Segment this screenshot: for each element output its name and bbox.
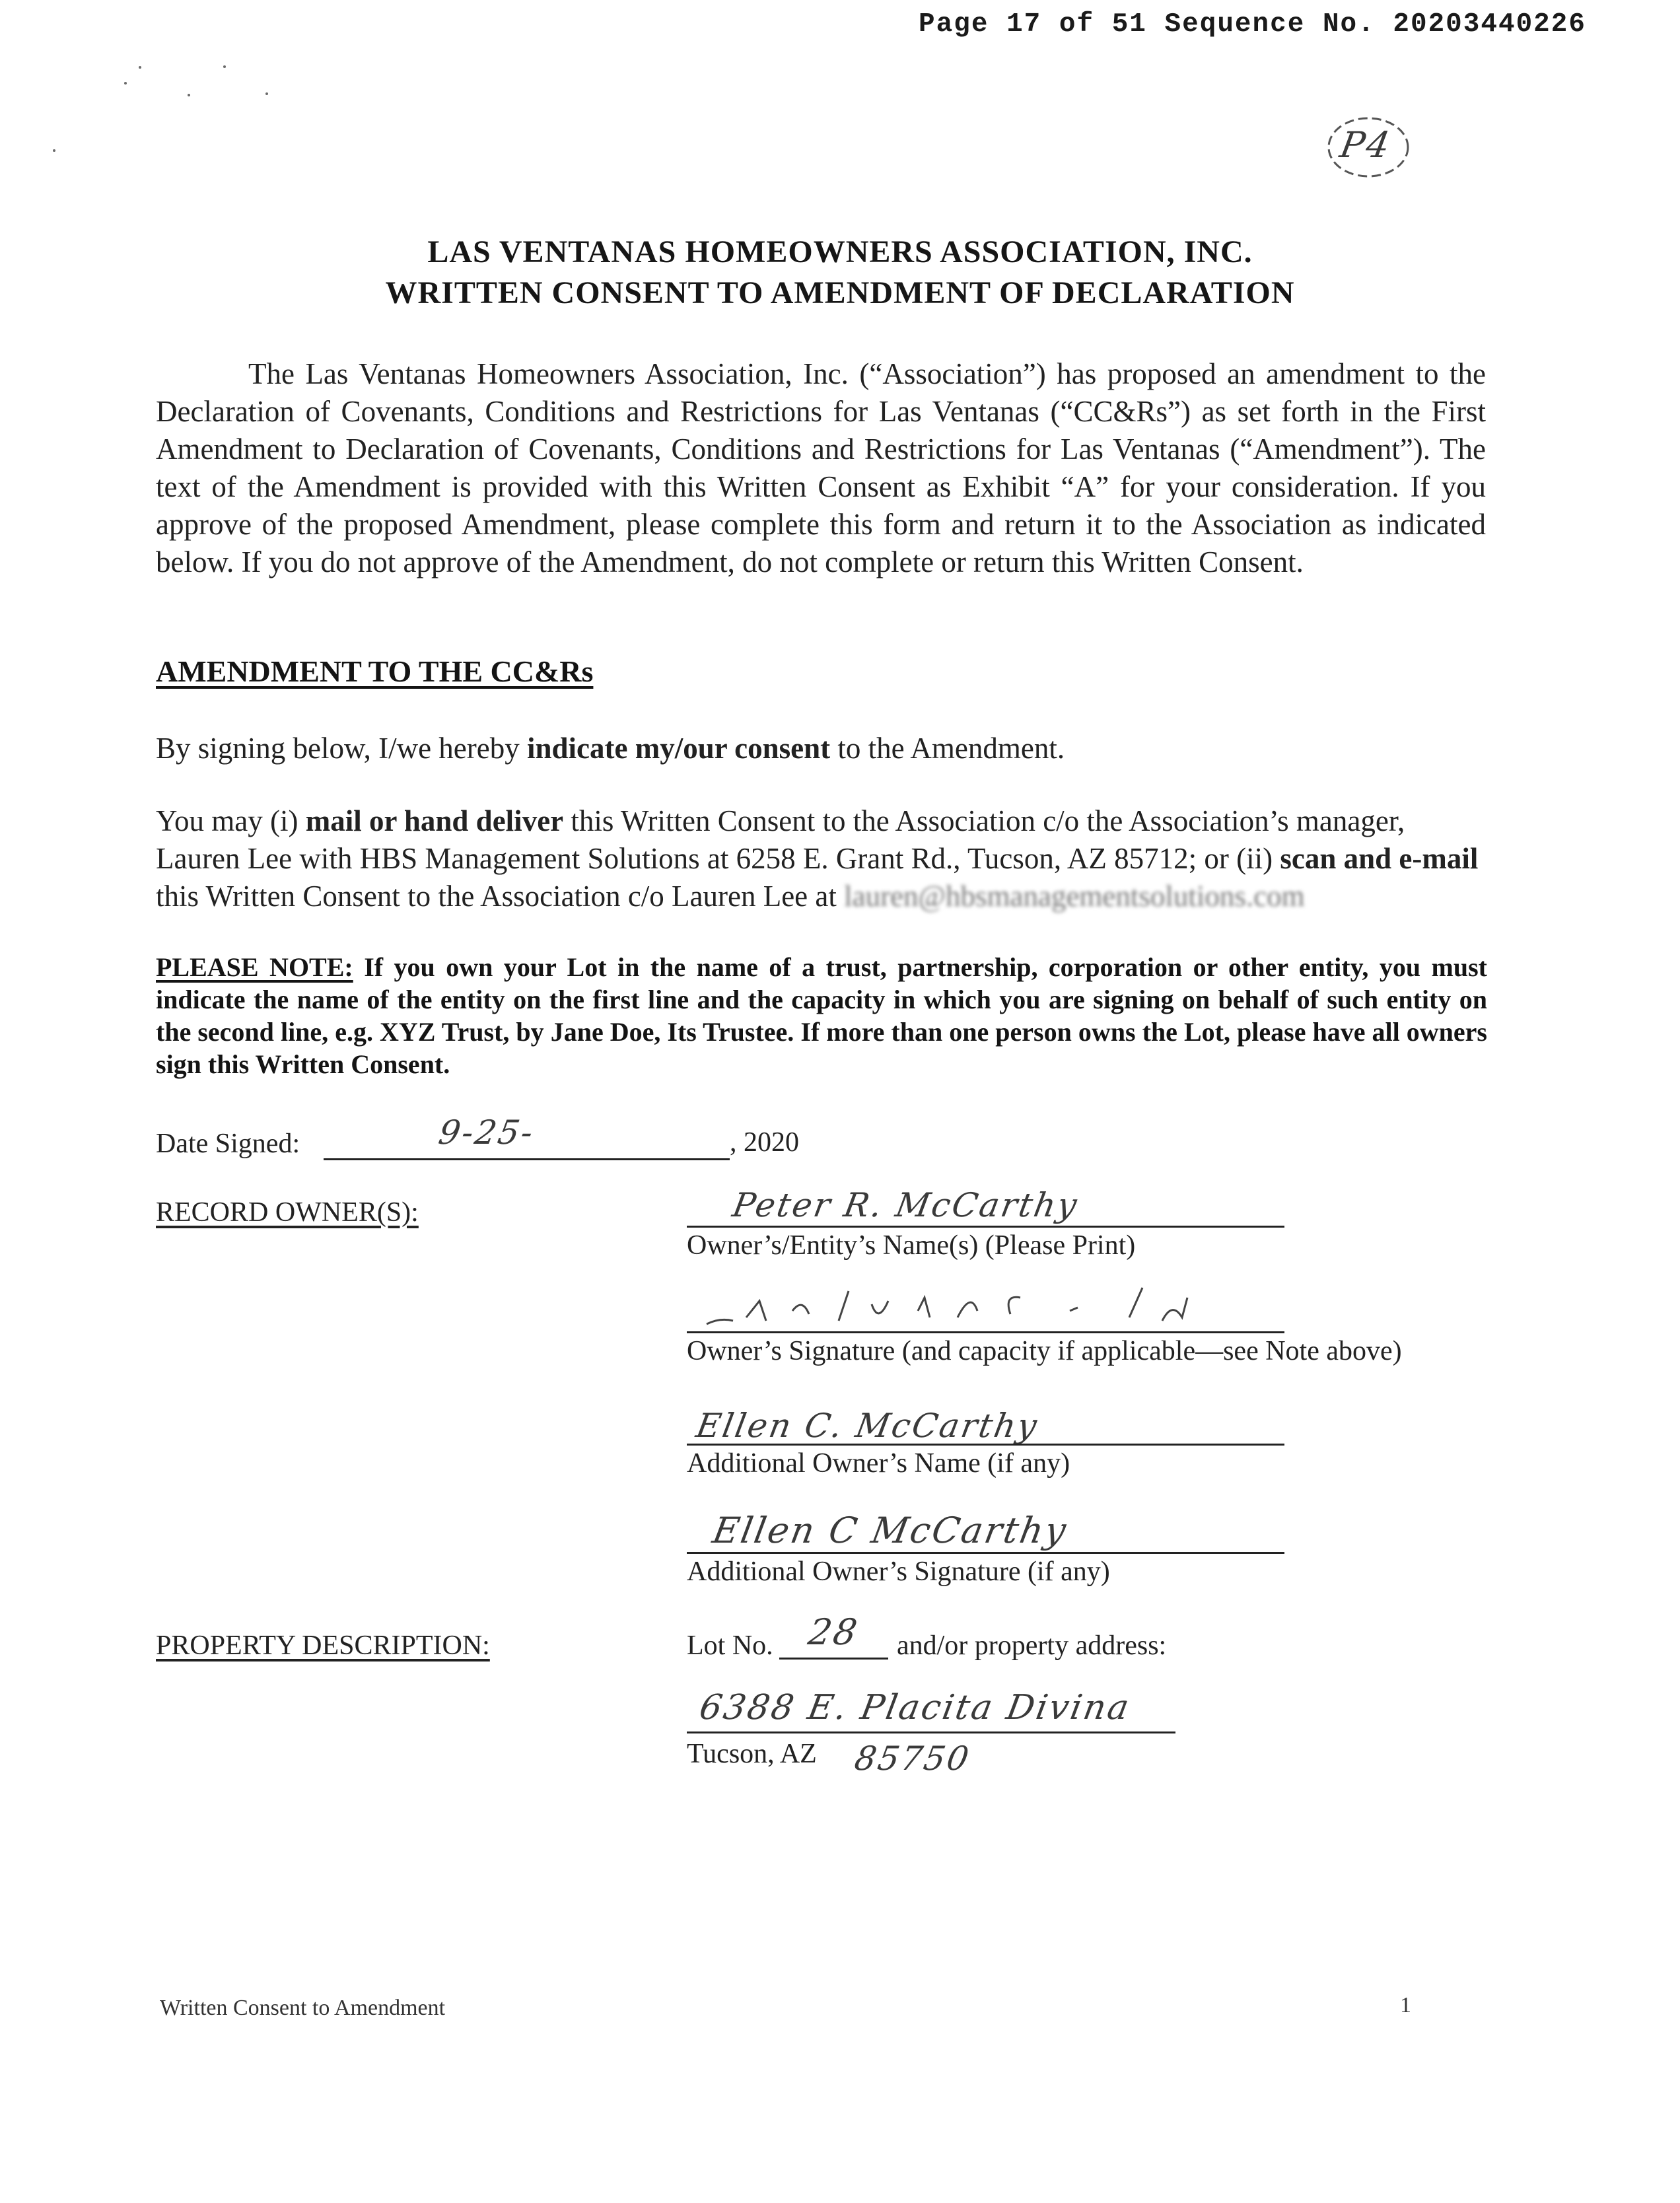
page-mark-text: P4 [1337, 124, 1395, 166]
scan-speck [188, 94, 190, 96]
date-signed-label: Date Signed: [156, 1129, 300, 1159]
footer-page-number: 1 [1400, 1993, 1411, 2017]
document-title-line1: LAS VENTANAS HOMEOWNERS ASSOCIATION, INC. [427, 234, 1253, 269]
record-owners-label: RECORD OWNER(S): [156, 1197, 419, 1228]
zip-code-value[interactable]: 85750 [851, 1739, 974, 1778]
date-signed-value[interactable]: 9-25- [435, 1113, 538, 1152]
address-label: and/or property address: [897, 1630, 1167, 1661]
additional-owner-signature-value[interactable]: Ellen C McCarthy [709, 1510, 1071, 1551]
delivery-text-2: this Written Consent to the Association c/o the Association’s manager, Lauren Lee with HBS Management Solutions at 6258 E. Grant Rd., Tucson, AZ 85712; or (ii) [156, 804, 1405, 875]
address-value[interactable]: 6388 E. Placita Divina [696, 1688, 1134, 1728]
please-note-label: PLEASE NOTE: [156, 952, 353, 982]
page-sequence-header: Page 17 of 51 Sequence No. 20203440226 [919, 9, 1586, 40]
additional-owner-name-line [687, 1444, 1284, 1446]
handwritten-page-mark [1321, 111, 1420, 184]
redacted-email: lauren@hbsmanagementsolutions.com [844, 880, 1305, 913]
scan-speck [139, 66, 141, 69]
consent-text-bold: indicate my/our consent [526, 732, 831, 765]
property-description-label: PROPERTY DESCRIPTION: [156, 1630, 490, 1661]
scan-speck [223, 65, 226, 68]
owner-signature-line [687, 1331, 1284, 1333]
document-title-line2: WRITTEN CONSENT TO AMENDMENT OF DECLARATION [385, 275, 1295, 310]
address-line [687, 1731, 1175, 1733]
date-signed-line [324, 1158, 730, 1160]
delivery-text-3: this Written Consent to the Association c/o Lauren Lee at [156, 880, 845, 913]
section-heading: AMENDMENT TO THE CC&Rs [156, 654, 594, 688]
delivery-bold-2: scan and e-mail [1280, 842, 1479, 875]
owner-name-value[interactable]: Peter R. McCarthy [729, 1186, 1082, 1224]
owner-signature-caption: Owner’s Signature (and capacity if applicable—see Note above) [687, 1336, 1402, 1366]
please-note-text: If you own your Lot in the name of a trust, partnership, corporation or other entity, you must indicate the name of the entity on the first line and the capacity in which you are signing on behalf of such entity on the second line, e.g. XYZ Trust, by Jane Doe, Its Trustee. If more than one person owns the Lot, please have all owners sign this Written Consent. [156, 952, 1487, 1079]
additional-owner-name-value[interactable]: Ellen C. McCarthy [693, 1407, 1042, 1445]
additional-owner-signature-line [687, 1552, 1284, 1554]
consent-statement [156, 730, 1490, 767]
owner-name-caption: Owner’s/Entity’s Name(s) (Please Print) [687, 1230, 1136, 1261]
additional-owner-name-caption: Additional Owner’s Name (if any) [687, 1448, 1070, 1479]
lot-number-value[interactable]: 28 [805, 1611, 862, 1653]
owner-name-line [687, 1226, 1284, 1228]
delivery-text-1: You may (i) [156, 804, 306, 837]
delivery-instructions [156, 802, 1488, 915]
delivery-bold-1: mail or hand deliver [305, 804, 564, 837]
owner-signature-field[interactable] [700, 1278, 1242, 1334]
footer-document-name: Written Consent to Amendment [160, 1996, 446, 2020]
consent-text-before: By signing below, I/we hereby [156, 732, 527, 765]
lot-number-line [779, 1658, 888, 1660]
scan-speck [265, 92, 268, 95]
signature-scribble-icon [700, 1278, 1242, 1334]
intro-paragraph: The Las Ventanas Homeowners Association, Inc. (“Association”) has proposed an amendment to the Declaration of Covenants, Conditions and Restrictions for Las Ventanas (“CC&Rs”) as set forth in the First Amendment to Declaration of Covenants, Conditions and Restrictions for Las Ventanas (“Amendment”). The text of the Amendment is provided with this Written Consent as Exhibit “A” for your consideration. If you approve of the proposed Amendment, please complete this form and return it to the Association as indicated below. If you do not approve of the Amendment, do not complete or return this Written Consent. [156, 357, 1486, 578]
city-state-label: Tucson, AZ [687, 1739, 817, 1769]
please-note [156, 951, 1487, 1080]
scan-speck [53, 149, 55, 152]
date-year-suffix: , 2020 [730, 1127, 799, 1158]
scan-speck [124, 82, 127, 85]
consent-text-after: to the Amendment. [830, 732, 1065, 765]
lot-number-label: Lot No. [687, 1630, 773, 1661]
additional-owner-signature-caption: Additional Owner’s Signature (if any) [687, 1556, 1110, 1587]
